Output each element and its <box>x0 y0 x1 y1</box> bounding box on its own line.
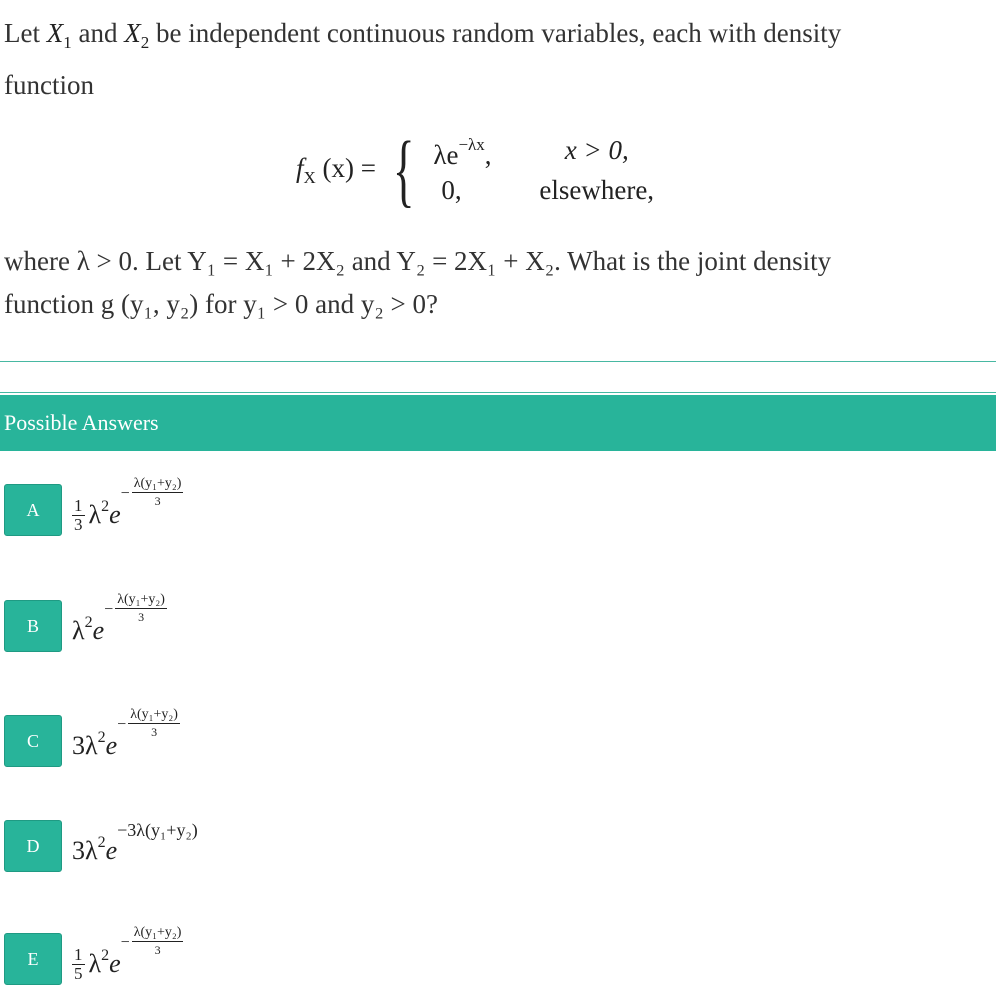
question-text-continued <box>4 240 831 326</box>
coefficient: 3 <box>72 836 85 865</box>
coefficient-fraction: $\frac{1}{3}$ <box>74 496 83 534</box>
exponent: −3λ(y₁+y₂) <box>117 820 198 840</box>
answer-a-button[interactable]: A <box>4 484 62 536</box>
lambda-squared: $\lambda^2$ <box>88 498 110 529</box>
question-text <box>4 12 994 107</box>
exp-base: e <box>105 836 118 865</box>
lambda-squared: $\lambda^2$ <box>72 614 93 645</box>
exp-base: e <box>92 616 105 645</box>
exp-base: e <box>109 500 121 529</box>
answer-option-a[interactable] <box>4 476 183 536</box>
answer-a-expression[interactable] <box>72 476 183 536</box>
answer-option-d[interactable] <box>4 820 198 872</box>
lambda-squared: $\lambda^2$ <box>88 947 110 978</box>
lambda-squared: $\lambda^2$ <box>85 834 106 865</box>
density-lhs: $f_X$ (x) = <box>296 152 377 187</box>
answer-option-b[interactable] <box>4 592 167 652</box>
answer-b-button[interactable]: B <box>4 600 62 652</box>
answer-option-c[interactable] <box>4 707 180 767</box>
lambda-squared: $\lambda^2$ <box>85 729 106 760</box>
answer-b-expression[interactable] <box>72 592 167 652</box>
question-line-4: function g (y₁, y₂) for y₁ > 0 and y₂ > 0? <box>4 289 439 319</box>
coefficient: 3 <box>72 731 85 760</box>
answer-c-expression[interactable] <box>72 707 180 767</box>
answer-c-button[interactable]: C <box>4 715 62 767</box>
possible-answers-header: Possible Answers <box>0 395 996 451</box>
case-2-condition: elsewhere, <box>539 174 655 205</box>
answer-e-expression[interactable] <box>72 925 183 985</box>
density-function-equation <box>296 124 655 215</box>
coefficient-fraction: $\frac{1}{5}$ <box>74 945 83 983</box>
case-1-condition: x > 0, <box>564 134 629 165</box>
answer-d-button[interactable]: D <box>4 820 62 872</box>
cases-brace: { <box>392 124 415 215</box>
exponent: − $\frac{\text{λ(y₁+y₂)}}{3}$ <box>120 925 182 957</box>
question-line-1: Let $X_1$ and $X_2$ be independent continuous random variables, each with density <box>4 18 842 52</box>
answer-d-expression[interactable] <box>72 820 198 872</box>
divider <box>0 361 996 362</box>
exponent: − $\frac{\text{λ(y₁+y₂)}}{3}$ <box>117 707 178 739</box>
case-1-value: $\lambda e^{-\lambda x}$, <box>433 134 492 170</box>
question-line-3: where λ > 0. Let Y₁ = X₁ + 2X₂ and Y₂ = 2X₁ + X₂. What is the joint density <box>4 246 832 276</box>
case-2-value: 0, <box>441 174 462 205</box>
exp-base: e <box>109 949 121 978</box>
density-cases <box>433 135 654 206</box>
question-line-2: function <box>4 70 94 100</box>
exp-base: e <box>105 731 118 760</box>
answer-option-e[interactable] <box>4 925 183 985</box>
exponent: − $\frac{\text{λ(y₁+y₂)}}{3}$ <box>120 476 182 508</box>
divider <box>0 392 996 393</box>
exponent: − $\frac{\text{λ(y₁+y₂)}}{3}$ <box>104 592 165 624</box>
answer-e-button[interactable]: E <box>4 933 62 985</box>
